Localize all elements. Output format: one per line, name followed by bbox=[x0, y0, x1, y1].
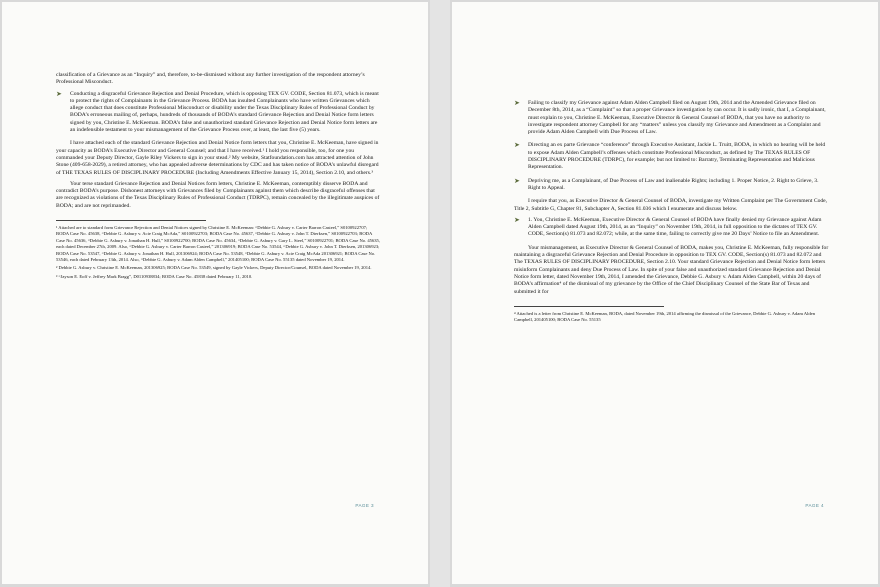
footnotes bbox=[514, 311, 830, 324]
bullet-text: Depriving me, as a Complainant, of Due Process of Law and inalienable Rights; including 1. Proper Notice, 2. Right to Grieve, 3. Right to Appeal. bbox=[528, 177, 819, 191]
arrow-bullet-icon: ➤ bbox=[56, 89, 62, 98]
footnote: ⁴ Attached is a letter from Christine E. McKeeman, BODA, dated November 19th, 2014 affirming the dismissal of the Grievance, Debbie G. Asbury v. Adam Alden Campbell, 201405100; BODA Case No. 55135 bbox=[514, 310, 816, 323]
bullet-item bbox=[514, 142, 830, 171]
arrow-bullet-icon: ➤ bbox=[514, 141, 520, 150]
footnote: ² Debbie G. Asbury v. Christine E. McKeeman, 201306925; BODA Case No. 53549, signed by Gayle Vickers, Deputy Director/Counsel, BODA dated November 19, 2014. bbox=[56, 265, 372, 271]
bullet-text: Failing to classify my Grievance against Adam Alden Campbell filed on August 19th, 2014 and the Amended Grievance filed on December 8th, 2014, as a “Complaint” so that a proper Grievance investigation by can occur. It is sadly ironic, that I, a Complainant, must explain to you, Christine E. McKeeman, Executive Director & General Counsel of BODA, that you have no authority to investigate respondent attorney Campbell for any “matters” unless you classify my Grievance and Amendment as a Complaint and provide Adam Alden Campbell with Due Process of Law. bbox=[528, 100, 826, 136]
bullet-item bbox=[514, 217, 830, 239]
arrow-bullet-icon: ➤ bbox=[514, 99, 520, 107]
bullet-item bbox=[514, 178, 830, 193]
paragraph: I have attached each of the standard Grievance Rejection and Denial Notice form letters that you, Christine E. McKeeman, have signed in your capacity as BODA’s Executive Director and General Counsel; and that I have received.¹ I hold you responsible, too, for one you commanded your Deputy Director, Gayle Riley Vickers to sign in your stead.² My website, Statfoundation.com has attracted attention of John Stone (409-658-2029), a retired attorney, who has appealed adverse determinations by CDC and has taken notice of BODA’s unlawful disregard of THE TEXAS RULES OF DISCIPLINARY PROCEDURE (Including Amendments Effective January 15, 2014), Section 2.10, and others.³ bbox=[56, 140, 379, 176]
paragraph: Your mismanagement, as Executive Director & General Counsel of BODA, makes you, Christine E. McKeeman, fully responsible for maintaining a disgraceful Grievance Rejection and Denial Procedure in opposition to TEX GV. CODE, Section(s) 81.073 and 82.072 and The TEXAS RULES OF DISCIPLINARY PROCEDURE, Section 2.10. Your standard Grievance Rejection and Denial Notice form letters misinform Complainants and deny Due Process of Law. In spite of your false and unauthorized standard Grievance Rejection and Denial Notice form letter, dated November 19th, 2014, I amended the Grievance, Debbie G. Asbury v. Adam Alden Campbell, within 20 days of BODA’s affirmation⁴ of the dismissal of my grievance by the Office of the Chief Disciplinary Counsel of the State Bar of Texas and submitted it for bbox=[514, 244, 829, 295]
page-number: PAGE 4 bbox=[805, 503, 824, 508]
bullet-text: Directing an ex parte Grievance “conference” through Executive Assistant, Jackie L. Truitt, BODA, in which no hearing will be held to expose Adam Alden Campbell’s offenses which constitute Professional Misconduct, as defined by The TEXAS RULES OF DISCIPLINARY PROCEDURE (TDRPC), for example; but not limited to: Barratry, Terminating Representation and Malicious Representation. bbox=[528, 142, 826, 171]
document-page-4 bbox=[452, 2, 878, 584]
page-gutter bbox=[430, 0, 450, 587]
footnotes bbox=[56, 225, 380, 280]
arrow-bullet-icon: ➤ bbox=[514, 215, 520, 224]
paragraph: classification of a Grievance as an “Inquiry” and, therefore, to-be-dismissed without any further investigation of the respondent attorney’s Professional Misconduct. bbox=[56, 72, 365, 86]
page-number: PAGE 3 bbox=[355, 503, 374, 508]
arrow-bullet-icon: ➤ bbox=[514, 176, 520, 185]
bullet-text: Conducting a disgraceful Grievance Rejection and Denial Procedure, which is opposing TEX GV. CODE, Section 81.073, which is meant to protect the rights of Complainants in the Grievance Process. BODA has insulted Complainants who have written Grievances which allege conduct that does constitute Professional Misconduct or disability under the Texas Disciplinary Rules of Professional Conduct by BODA’s erroneous mailing of, perhaps, hundreds of thousands of BODA’s standard Grievance Rejection and Denial Notice form letters signed by you, Christine E. McKeeman. BODA’s false and unauthorized standard Grievance Rejection and Denial Notice form letters are an indefensible testament to your mismanagement of the Grievance Process over, at least, the last five (5) years. bbox=[70, 90, 379, 134]
paragraph: I require that you, as Executive Director & General Counsel of BODA, investigate my Written Complaint per The Government Code, Title 2, Subtitle G, Chapter 81, Subchapter A, Section 81.036 which I enumerate and discuss below. bbox=[514, 198, 828, 212]
footnote-separator bbox=[56, 220, 206, 221]
footnote: ³ “Jayson E. Eoff v. Jeffrey Mark Bragg”, D0110938834; BODA Case No. 45838 dated February 11, 2010. bbox=[56, 273, 253, 279]
document-page-3 bbox=[2, 2, 428, 584]
bullet-text: 1. You, Christine E. McKeeman, Executive Director & General Counsel of BODA have finally denied my Grievance against Adam Alden Campbell dated August 19th, 2014, as an “Inquiry” on November 19th, 2014, in full opposition to the dictates of TEX GV. CODE, Section(s) 81.073 and 82.072; while, at the same time, failing to correctly give me 20 Days’ Notice to file an Amendment. bbox=[528, 216, 822, 238]
bullet-item bbox=[514, 100, 830, 136]
bullet-item bbox=[56, 91, 380, 135]
footnote-separator bbox=[514, 306, 664, 307]
footnote: ¹ Attached are to standard form Grievance Rejection and Denial Notices signed by Christine E. McKeeman: “Debbie G. Asbury v. Carter Barron Casteel,” S0100922707; BODA Case No. 45638, “Debbie G. Asbury v. Acie Craig McAda,” S0100922703; BODA Case No. 45637, “Debbie G. Asbury v. John T. Dierksen,” S0100922703; BODA Case No. 45636, “Debbie G. Asbury v. Jonathan H. Hull,” S0100922700; BODA Case No. 45634, “Debbie G. Asbury v. Gary L. Steel,” S0100922701; BODA Case No. 45635, each dated December 27th, 2009. Also, “Debbie G. Asbury v. Carter Barron Casteel,” 201306919; BODA Case No. 53544, “Debbie G. Asbury v. John T. Dierksen, 201306923; BODA Case No. 53547, “Debbie G. Asbury v. Jonathan H. Hull, 201306924; BODA Case No. 53548, “Debbie G. Asbury v. Acie Craig McAda 201306921; BODA Case No. 53546, each dated February 13th, 2014. Also, “Debbie G. Asbury v. Adam Alden Campbell,” 201405100; BODA Case No. 55135 dated November 19, 2014. bbox=[56, 225, 380, 263]
paragraph: Your terse standard Grievance Rejection and Denial Notices form letters, Christine E. McKeeman, contemptibly disserve BODA and contradict BODA’s purpose. Dishonest attorneys with Grievances filed by Complainants against them which describe disgraceful offenses that are recognized as violations of the Texas Disciplinary Rules of Professional Conduct (TDRPC), remain concealed by the illegitimate auspices of BODA; and are not reprimanded. bbox=[56, 180, 380, 209]
